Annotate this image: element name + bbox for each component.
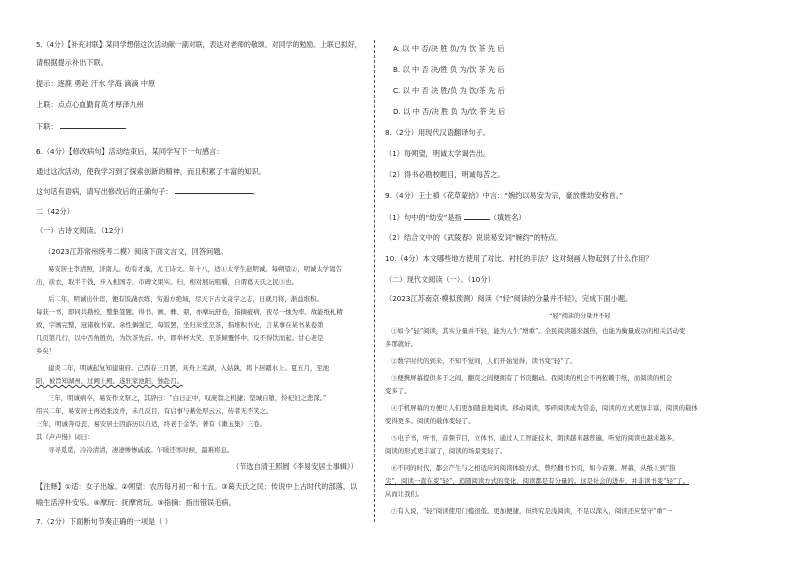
passage-line: 每获一书，即同共勘校，整集签题。得书、画、彝、鼎，亦摩玩舒卷，指摘疵病，夜尽一烛为率。故能纸札精 — [36, 308, 343, 316]
modern-passage-line: 变多了。 — [385, 387, 411, 395]
modern-passage-source: （2023江苏南京·模拟预测）阅读《“轻”阅读的分量并不轻》，完成下面小题。 — [385, 294, 633, 303]
passage-line: 乡矣！ — [36, 347, 56, 355]
answer-blank-corrected-sentence[interactable] — [175, 186, 253, 194]
question-6-prompt — [36, 186, 260, 196]
passage-citation: （节选自清王照圆《李易安居士事辑》） — [232, 462, 358, 471]
passage-line: 致，字画完整，冠诸收书家。余性偶强记，每饭罢，坐归来堂烹茶，指堆积书史，言某事在某书某卷第 — [36, 321, 324, 329]
modern-passage-line: ⑥不同的时代，都会产生与之相适应的阅读体验方式，曾经翻书书页，如今音频、屏幕，从纸上到“指 — [391, 464, 676, 472]
passage-line: 出，质衣，取半千钱，步入相国寺，市碑文果实。归，相对展玩咀嚼，自谓葛天氏之民③也。 — [36, 278, 299, 286]
passage-source: （2023江苏常州统考二模）阅读下面文言文，回答问题。 — [44, 247, 228, 256]
poem-line: 寻寻觅觅，冷冷清清，凄凄惨惨戚戚。乍暖还寒时候，最难将息。 — [48, 446, 234, 454]
question-5-upper-couplet: 上联：点点心血勤育英才厚泽九州 — [36, 100, 144, 109]
option-c[interactable]: C. 以 中 否 决 胜/负 为 饮/茶 先 后 — [393, 86, 505, 95]
modern-passage-line-underlined: 尖”，阅读一直在变“轻”，追随阅读方式的变化，阅读都是有分量的。这是社会的进步，并非读书变“轻”了。 — [385, 477, 689, 485]
modern-passage-line: 阅读的形式更丰富了，阅读的场景变轻了。 — [385, 447, 507, 455]
option-b[interactable]: B. 以 中 否 决/胜 负 为/饮 茶 先 后 — [393, 65, 505, 74]
modern-passage-line: ②数字时代的到来，不知不觉间，人们开始觉得，读书变“轻”了。 — [391, 357, 577, 365]
question-9-item-1-text: （1）句中的“幼安”是指 — [385, 213, 462, 222]
question-10-stem: 10.（4分）本文哪些地方使用了对比、衬托的手法？这对刻画人物起到了什么作用？ — [385, 254, 653, 263]
option-d[interactable]: D. 以 中 否/决 胜 负 为/饮 茶 先 后 — [393, 107, 506, 116]
answer-blank-lower-couplet[interactable] — [60, 121, 126, 129]
question-5-header: 5.（4分）【补充对联】某同学想借这次活动献一副对联，表达对老师的敬颂、对同学的勉励。上联已拟好， — [36, 40, 362, 49]
subsection-classical-heading: （一）古诗文阅读。（12分） — [36, 226, 128, 235]
question-8-item-2: （2）得书必勘校题目，明诚每苦之。 — [385, 170, 505, 179]
question-7-stem: 7.（2分）下面断句节奏正确的一项是（ ） — [36, 517, 172, 526]
section-2-heading: 二（42分） — [36, 207, 74, 216]
annotation-line: 【注释】①适：女子出嫁。②朔望：农历每月初一和十五。③葛天氏之民：传说中上古时代的部落，以 — [36, 482, 358, 491]
question-9-item-1-suffix: （填姓名） — [489, 213, 526, 222]
lower-couplet-label: 下联： — [36, 122, 58, 131]
modern-passage-line: ⑤电子书，听书，音频节目，立体书，通过人工智能技术，朗读越来越普遍，听觉的阅读也越来越多， — [391, 434, 679, 442]
passage-line: 三年，明诚奔母丧，易安居士因游历以自适，终老于金华。著有《漱玉集》三卷。 — [36, 420, 267, 428]
passage-line: 几页第几行，以中否角胜负，为饮茶先后。中，即举杯大笑，至茶倾覆怀中，反不得饮而起。甘心老是 — [36, 334, 324, 342]
passage-line: 易安居士李清照，济南人。幼有才藻，尤工诗文。年十八，适①太学生赵明诚。每朔望②，明诚太学谒告 — [48, 265, 342, 273]
modern-passage-line: 多那就好。 — [385, 340, 417, 348]
question-9-stem: 9.（4分）王士禛《花草蒙拾》中言：“婉约以易安为宗，豪放惟幼安称首。” — [385, 191, 624, 200]
modern-passage-line: 从而让我们。 — [385, 490, 424, 498]
modern-passage-title: “轻”阅读的分量并不轻 — [549, 313, 611, 320]
passage-line: 建炎二年，明诚起复知建康府。己酉春三月罢，具舟上芜湖，入姑孰，将卜居赣水上。夏五月，至池 — [48, 364, 330, 372]
passage-line: 其《声声慢》词曰： — [36, 433, 94, 441]
question-8-stem: 8.（2分）用现代汉语翻译句子。 — [385, 128, 490, 137]
annotation-line: 喻生活淳朴安乐。④摩玩：抚摩赏玩。⑤指摘：指出错误毛病。 — [36, 498, 236, 507]
modern-passage-line: ④手机屏幕的方便让人们更加随意地阅读。移动阅读，零碎阅读成为常态，阅读的方式更加丰富，阅读的载体 — [391, 404, 698, 412]
question-6-end-mark: 。 — [252, 187, 260, 196]
question-6-header: 6.（4分）【修改病句】活动结束后，某同学写下一句感言： — [36, 147, 224, 156]
modern-passage-line: ⑦有人说，“轻”阅读使用门槛很低，更加便捷，但终究是浅阅读，不足以深入，阅读还应坚守“重”一 — [391, 507, 673, 515]
option-a[interactable]: A. 以 中 否/决 胜 负/为 饮 茶 先 后 — [393, 44, 505, 53]
question-6-sentence: 通过这次活动，使我学习到了探索创新的精神，而且积累了丰富的知识。 — [36, 167, 267, 176]
passage-line: 绍兴二年，易安居士再适张汝舟，未几反目，有启事与綦处厚云云，传者无不笑之。 — [36, 407, 273, 415]
question-9-item-1 — [385, 212, 526, 222]
passage-line: 后二年，明诚出仕宦，便有饭蔬衣练，穷遐方绝域，尽天下古文奇字之志，日就月将，渐益堆积。 — [48, 295, 323, 303]
question-5-lower-couplet — [36, 121, 126, 131]
modern-passage-line: 变得更多。阅读的载体变轻了。 — [385, 417, 475, 425]
question-5-hint: 提示：逐鹿 勇赴 汗水 学海 滴滴 中原 — [36, 79, 156, 88]
question-5-requirement: 请根据提示补出下联。 — [36, 58, 108, 67]
modern-passage-line: ③便携屏幕提供多于之间，翻页之间便拥有了书页翻动。我阅读的机会不再依赖于纸，而阅读的机会 — [391, 374, 673, 382]
subsection-modern-heading: （二）现代文阅读（一）。（10分） — [385, 275, 495, 284]
question-6-prompt-text: 这句话有语病，请写出修改后的正确句子： — [36, 187, 173, 196]
question-9-item-2: （2）结合文中的《武陵春》说说易安词“婉约”的特点。 — [385, 233, 563, 242]
modern-passage-line: ①如今“轻”阅读，其实分量并不轻，能为人生“增重”。全民阅读越来越热，也能为衡量成功的相关活动变 — [391, 327, 686, 335]
passage-line-marked: 阳，被旨知湖州，过阙上殿。遂驻家池阳，独赴召。 — [36, 377, 183, 385]
passage-line: 三年，明诚病卒，易安作文祭之，其辞曰：“白日正中，叹庞翁之机捷；坚城自堕，怜杞妇之悲深。” — [48, 394, 327, 402]
column-divider — [374, 40, 375, 522]
question-8-item-1: （1）每朔望，明诚太学谒告出。 — [385, 149, 491, 158]
answer-blank-name[interactable] — [464, 212, 490, 220]
